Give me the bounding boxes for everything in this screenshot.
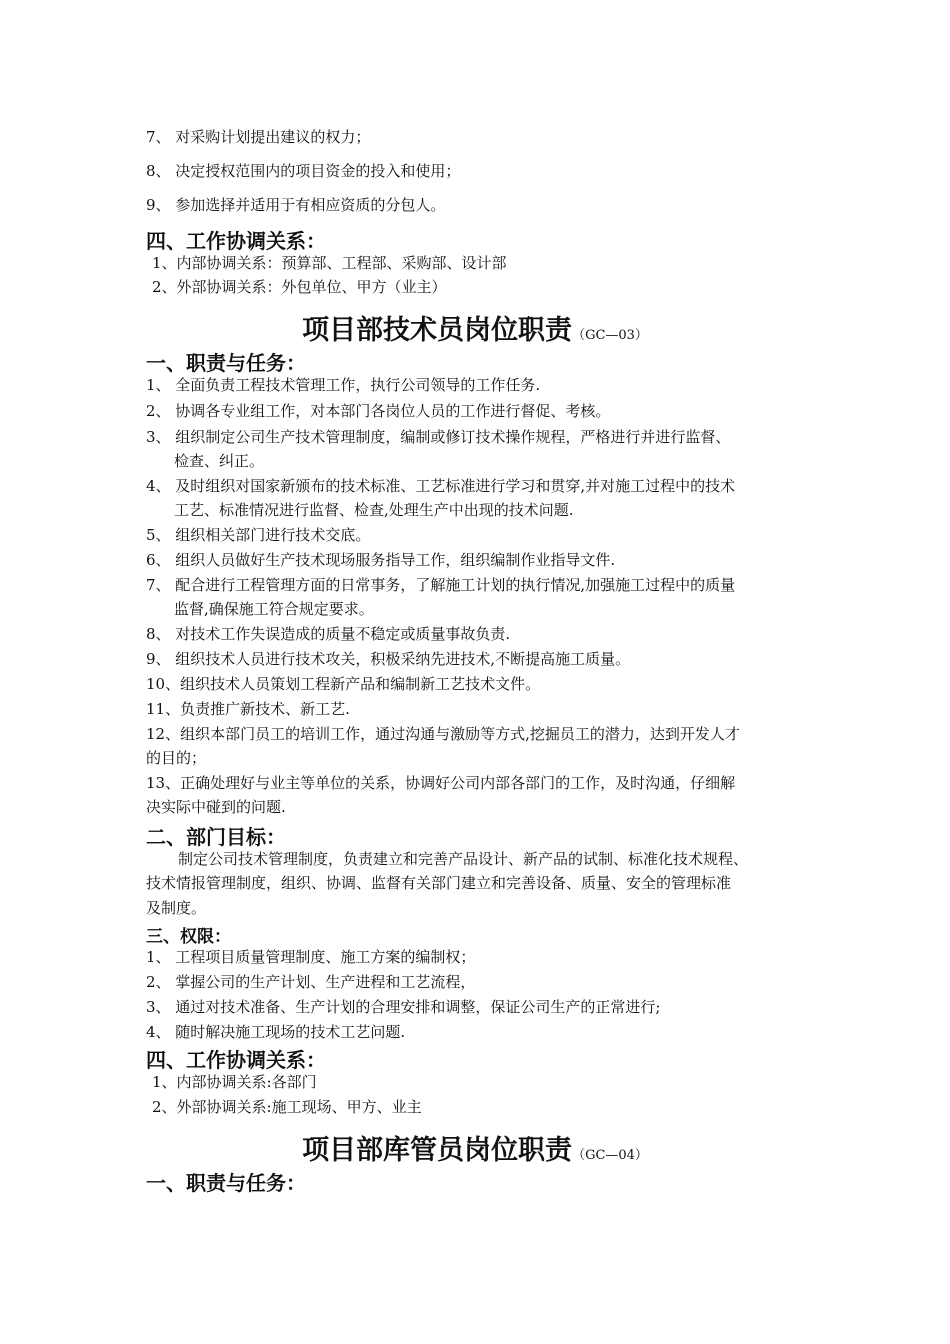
section-heading: 一、职责与任务： bbox=[146, 351, 306, 375]
list-item: 6、 组织人员做好生产技术现场服务指导工作，组织编制作业指导文件. bbox=[146, 551, 616, 569]
section-title-row bbox=[0, 1128, 950, 1167]
page-title: 项目部库管员岗位职责 bbox=[302, 1135, 573, 1166]
list-item: 7、 配合进行工程管理方面的日常事务，了解施工计划的执行情况,加强施工过程中的质量 bbox=[146, 576, 736, 594]
list-item-continued: 监督,确保施工符合规定要求。 bbox=[174, 600, 374, 618]
document-code: （GC—03） bbox=[572, 328, 648, 343]
section-heading: 二、部门目标： bbox=[146, 825, 286, 849]
list-item: 5、 组织相关部门进行技术交底。 bbox=[146, 526, 371, 544]
list-item: 8、 对技术工作失误造成的质量不稳定或质量事故负责. bbox=[146, 625, 511, 643]
list-item: 10、组织技术人员策划工程新产品和编制新工艺技术文件。 bbox=[146, 675, 541, 693]
list-item: 8、 决定授权范围内的项目资金的投入和使用； bbox=[146, 162, 461, 180]
section-title-row bbox=[0, 308, 950, 347]
list-item: 4、 随时解决施工现场的技术工艺问题. bbox=[146, 1023, 406, 1041]
list-item: 13、正确处理好与业主等单位的关系，协调好公司内部各部门的工作，及时沟通，仔细解 bbox=[146, 774, 736, 792]
list-item: 1、 全面负责工程技术管理工作，执行公司领导的工作任务. bbox=[146, 376, 541, 394]
list-item: 9、 参加选择并适用于有相应资质的分包人。 bbox=[146, 196, 446, 214]
list-item: 2、 掌握公司的生产计划、生产进程和工艺流程， bbox=[146, 973, 476, 991]
list-item: 1、内部协调关系:各部门 bbox=[152, 1073, 317, 1091]
list-item-continued: 工艺、标准情况进行监督、检查,处理生产中出现的技术问题. bbox=[174, 501, 574, 519]
section-heading: 一、职责与任务： bbox=[146, 1171, 306, 1195]
paragraph-line: 制定公司技术管理制度，负责建立和完善产品设计、新产品的试制、标准化技术规程、 bbox=[178, 850, 749, 868]
list-item: 9、 组织技术人员进行技术攻关，积极采纳先进技术,不断提高施工质量。 bbox=[146, 650, 631, 668]
list-item: 1、内部协调关系：预算部、工程部、采购部、设计部 bbox=[152, 254, 507, 272]
section-heading: 三、权限： bbox=[146, 927, 231, 947]
list-item: 2、外部协调关系:施工现场、甲方、业主 bbox=[152, 1098, 422, 1116]
list-item: 2、外部协调关系：外包单位、甲方（业主） bbox=[152, 278, 447, 296]
list-item-continued: 的目的； bbox=[146, 749, 207, 767]
section-heading: 四、工作协调关系： bbox=[146, 1048, 326, 1072]
list-item: 1、 工程项目质量管理制度、施工方案的编制权； bbox=[146, 948, 476, 966]
document-code: （GC—04） bbox=[572, 1148, 648, 1163]
paragraph-line: 技术情报管理制度，组织、协调、监督有关部门建立和完善设备、质量、安全的管理标准 bbox=[146, 874, 732, 892]
section-heading: 四、工作协调关系： bbox=[146, 229, 326, 253]
list-item: 4、 及时组织对国家新颁布的技术标准、工艺标准进行学习和贯穿,并对施工过程中的技术 bbox=[146, 477, 736, 495]
list-item: 7、 对采购计划提出建议的权力； bbox=[146, 128, 371, 146]
list-item: 2、 协调各专业组工作，对本部门各岗位人员的工作进行督促、考核。 bbox=[146, 402, 611, 420]
page-title: 项目部技术员岗位职责 bbox=[302, 315, 573, 346]
list-item: 11、负责推广新技术、新工艺. bbox=[146, 700, 350, 718]
paragraph-line: 及制度。 bbox=[146, 899, 207, 917]
list-item: 3、 组织制定公司生产技术管理制度，编制或修订技术操作规程，严格进行并进行监督、 bbox=[146, 428, 731, 446]
list-item-continued: 决实际中碰到的问题. bbox=[146, 798, 286, 816]
list-item-continued: 检查、纠正。 bbox=[174, 452, 265, 470]
list-item: 12、组织本部门员工的培训工作，通过沟通与激励等方式,挖掘员工的潜力，达到开发人才 bbox=[146, 725, 740, 743]
list-item: 3、 通过对技术准备、生产计划的合理安排和调整，保证公司生产的正常进行; bbox=[146, 998, 661, 1016]
